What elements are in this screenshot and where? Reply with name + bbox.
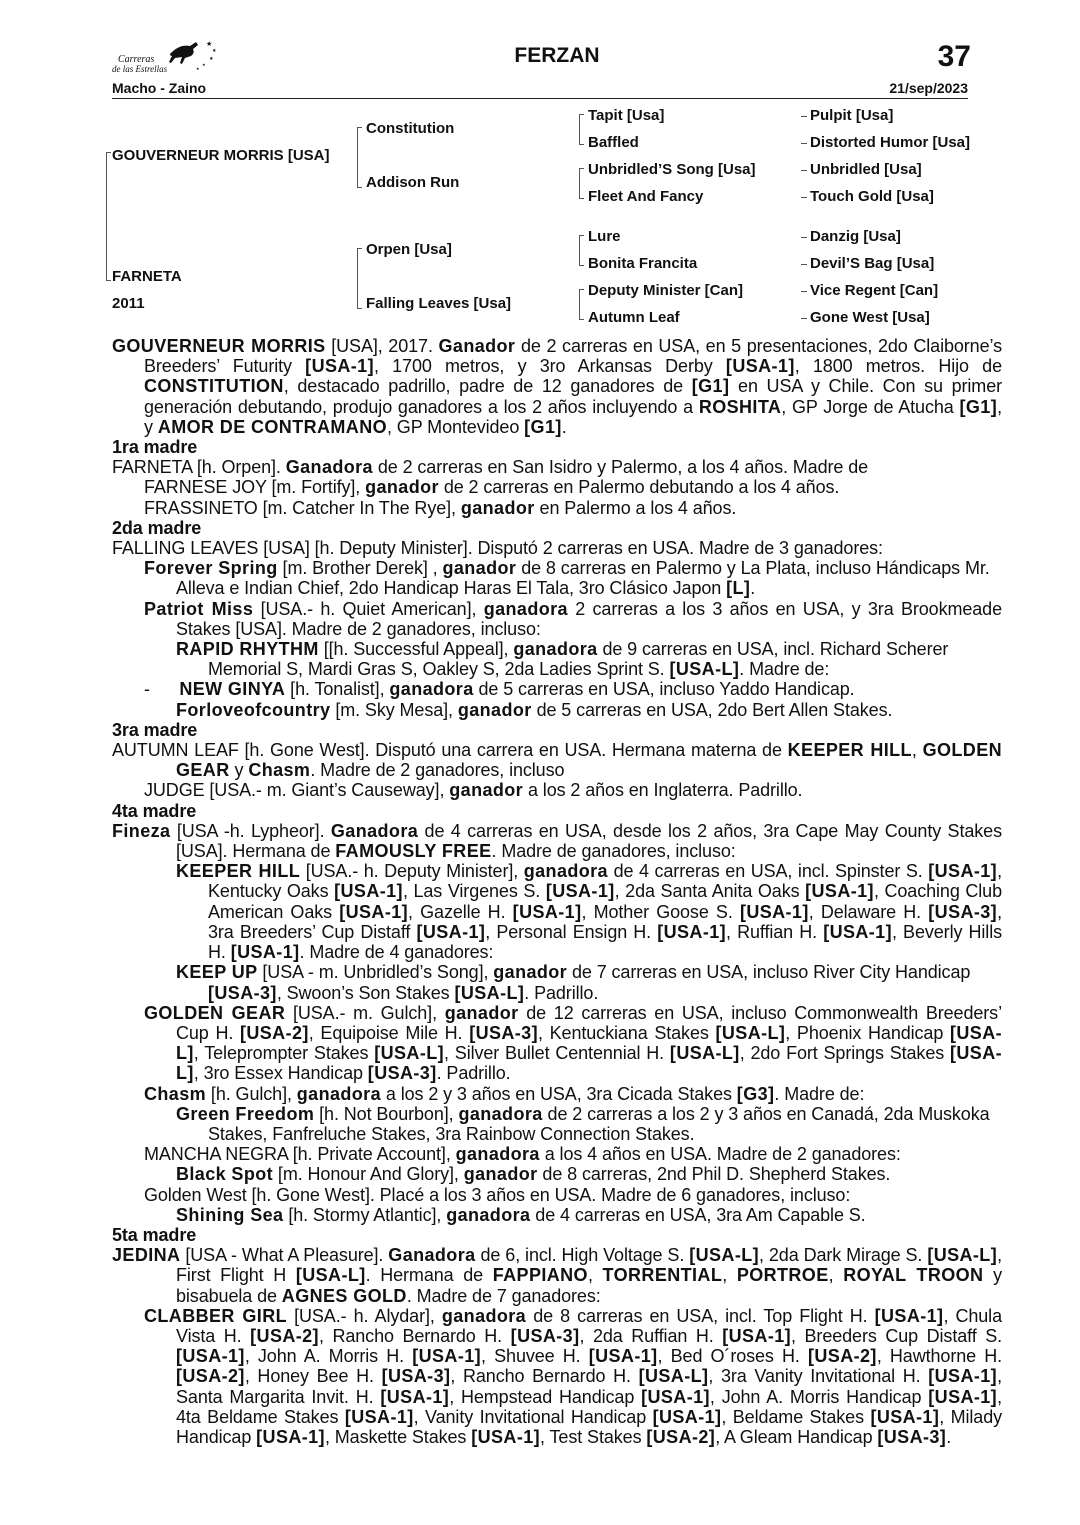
dam-paragraph: FARNETA [h. Orpen]. Ganadora de 2 carreras en San Isidro y Palermo, a los 4 años. Madre de (112, 457, 869, 478)
gen2-item: Falling Leaves [Usa] (366, 295, 512, 312)
svg-text:★: ★ (212, 48, 217, 54)
gen3-item: Autumn Leaf (588, 309, 680, 326)
gen4-item: Unbridled [Usa] (810, 161, 922, 178)
pedigree-bracket (106, 152, 107, 280)
section-heading: 3ra madre (112, 719, 198, 740)
report-date: 21/sep/2023 (889, 80, 968, 96)
header-rule (112, 98, 968, 99)
dam-year: 2011 (112, 295, 145, 312)
lot-number: 37 (937, 40, 971, 73)
svg-text:★: ★ (209, 56, 214, 62)
gen4-item: Distorted Humor [Usa] (810, 134, 971, 151)
sex-color: Macho - Zaino (112, 80, 207, 96)
gen2-item: Constitution (366, 120, 455, 137)
dam-name: FARNETA (112, 268, 182, 285)
section-heading: 4ta madre (112, 800, 197, 821)
gen4-item: Vice Regent [Can] (810, 282, 939, 299)
section-heading: 1ra madre (112, 437, 198, 458)
gen3-item: Tapit [Usa] (588, 107, 665, 124)
gen3-item: Fleet And Fancy (588, 188, 704, 205)
gen4-item: Pulpit [Usa] (810, 107, 894, 124)
sire-name: GOUVERNEUR MORRIS [USA] (112, 147, 330, 164)
gen3-item: Unbridled’S Song [Usa] (588, 161, 756, 178)
gen4-item: Danzig [Usa] (810, 228, 901, 245)
svg-text:★: ★ (206, 41, 213, 48)
gen2-item: Orpen [Usa] (366, 241, 452, 258)
svg-text:★: ★ (196, 66, 200, 71)
gen2-item: Addison Run (366, 174, 460, 191)
logo-text-1: Carreras (118, 54, 155, 65)
horse-name: FERZAN (514, 44, 600, 67)
gen3-item: Bonita Francita (588, 255, 698, 272)
section-heading: 2da madre (112, 517, 202, 538)
svg-text:★: ★ (202, 62, 206, 67)
section-heading: 5ta madre (112, 1224, 197, 1245)
logo-text-2: de las Estrellas (112, 64, 168, 74)
gen3-item: Deputy Minister [Can] (588, 282, 744, 299)
sire-paragraph: GOUVERNEUR MORRIS [USA], 2017. Ganador de 2 carreras en USA, en 5 presentaciones, 2do Claiborne’s Breeders’ Futurity [USA-1], 1700 metros, y 3ro Arkansas Derby [USA-1], 1800 metros. Hijo de CONSTITUTION, destacado padrillo, padre de 12 ganadores de [G1] en USA y Chile. Con su primer generación debutando, produjo ganadores a los 2 años incluyendo a ROSHITA, GP Jorge de Atucha [G1], y AMOR DE CONTRAMANO, GP Montevideo [G1]. (112, 336, 1002, 437)
catalog-body: GOUVERNEUR MORRIS [USA], 2017. Ganador de 2 carreras en USA, en 5 presentaciones, 2do Claiborne’s Breeders’ Futurity [USA-1], 1700 metros, y 3ro Arkansas Derby [USA-1], 1800 metros. Hijo de CONSTITUTION, destacado padrillo, padre de 12 ganadores de [G1] en USA y Chile. Con su primer generación debutando, produjo ganadores a los 2 años incluyendo a ROSHITA, GP Jorge de Atucha [G1], y AMOR DE CONTRAMANO, GP Montevideo [G1]. 1ra madre FARNETA [h. Orpen]. Ganadora de 2 carreras en San Isidro y Palermo, a los 4 años. Madre de FARNESE JOY [m. Fortify], ganador de 2 carreras en Palermo debutando a los 4 años. FRASSINETO [m. Catcher In The Rye], ganador en Palermo a los 4 años. 2da madre FALLING LEAVES [USA] [h. Deputy Minister]. Disputó 2 carreras en USA. Madre de 3 ganadores: Forever Spring [m. Brother Derek] , ganador de 8 carreras en Palermo y La Plata, incluso Hándicaps Mr. Alleva e Indian Chief, 2do Handicap Haras El Tala, 3ro Clásico Japon [L]. Patriot Miss [USA.- h. Quiet American], ganadora 2 carreras a los 3 años en USA, y 3ra Brookmeade Stakes [USA]. Madre de 2 ganadores, incluso: RAPID RHYTHM [[h. Successful Appeal], ganadora de 9 carreras en USA, incl. Richard Scherer Memorial S, Mardi Gras S, Oakley S, 2da Ladies Sprint S. [USA-L]. Madre de: - NEW GINYA [h. Tonalist], ganadora de 5 carreras en USA, incluso Yaddo Handicap. Forloveofcountry [m. Sky Mesa], ganador de 5 carreras en USA, 2do Bert Allen Stakes. 3ra madre AUTUMN LEAF [h. Gone West]. Disputó una carrera en USA. Hermana materna de KEEPER HILL, GOLDEN GEAR y Chasm. Madre de 2 ganadores, incluso JUDGE [USA.- m. Giant’s Causeway], ganador a los 2 años en Inglaterra. Padrillo. 4ta madre Fineza [USA -h. Lypheor]. Ganadora de 4 carreras en USA, desde los 2 años, 3ra Cape May County Stakes [USA]. Hermana de FAMOUSLY FREE. Madre de ganadores, incluso: KEEPER HILL [USA.- h. Deputy Minister], ganadora de 4 carreras en USA, incl. Spinster S. [USA-1], Kentucky Oaks [USA-1], Las Virgenes S. [USA-1], 2da Santa Anita Oaks [USA-1], Coaching Club American Oaks [USA-1], Gazelle H. [USA-1], Mother Goose S. [USA-1], Delaware H. [USA-3], 3ra Breeders’ Cup Distaff [USA-1], Personal Ensign H. [USA-1], Ruffian H. [USA-1], Beverly Hills H. [USA-1]. Madre de 4 ganadores: KEEP UP [USA - m. Unbridled’s Song], ganador de 7 carreras en USA, incluso River City Handicap [USA-3], Swoon’s Son Stakes [USA-L]. Padrillo. GOLDEN GEAR [USA.- m. Gulch], ganador de 12 carreras en USA, incluso Commonwealth Breeders’ Cup H. [USA-2], Equipoise Mile H. [USA-3], Kentuckiana Stakes [USA-L], Phoenix Handicap [USA-L], Teleprompter Stakes [USA-L], Silver Bullet Centennial H. [USA-L], 2do Fort Springs Stakes [USA-L], 3ro Essex Handicap [USA-3]. Padrillo. Chasm [h. Gulch], ganadora a los 2 y 3 años en USA, 3ra Cicada Stakes [G3]. Madre de: Green Freedom [h. Not Bourbon], ganadora de 2 carreras a los 2 y 3 años en Canadá, 2da Muskoka Stakes, Fanfreluche Stakes, 3ra Rainbow Connection Stakes. MANCHA NEGRA [h. Private Account], ganadora a los 4 años en USA. Madre de 2 ganadores: Black Spot [m. Honour And Glory], ganador de 8 carreras, 2nd Phil D. Shepherd Stakes. Golden West [h. Gone West]. Placé a los 3 años en USA. Madre de 6 ganadores, incluso: Shining Sea [h. Stormy Atlantic], ganadora de 4 carreras en USA, 3ra Am Capable S. 5ta madre JEDINA [USA - What A Pleasure]. Ganadora de 6, incl. High Voltage S. [USA-L], 2da Dark Mirage S. [USA-L], First Flight H [USA-L]. Hermana de FAPPIANO, TORRENTIAL, PORTROE, ROYAL TROON y bisabuela de AGNES GOLD. Madre de 7 ganadores: CLABBER GIRL [USA.- h. Alydar], ganadora de 8 carreras en USA, incl. Top Flight H. [USA-1], Chula Vista H. [USA-2], Rancho Bernardo H. [USA-3], 2da Ruffian H. [USA-1], Breeders Cup Distaff S. [USA-1], John A. Morris H. [USA-1], Shuvee H. [USA-1], Bed O´roses H. [USA-2], Hawthorne H. [USA-2], Honey Bee H. [USA-3], Rancho Bernardo H. [USA-L], 3ra Vanity Invitational H. [USA-1], Santa Margarita Invit. H. [USA-1], Hempstead Handicap [USA-1], John A. Morris Handicap [USA-1], 4ta Beldame Stakes [USA-1], Vanity Invitational Handicap [USA-1], Beldame Stakes [USA-1], Milady Handicap [USA-1], Maskette Stakes [USA-1], Test Stakes [USA-2], A Gleam Handicap [USA-3]. (112, 336, 1003, 1447)
gen4-item: Devil’S Bag [Usa] (810, 255, 935, 272)
gen3-item: Lure (588, 228, 621, 245)
gen4-item: Gone West [Usa] (810, 309, 930, 326)
gen4-item: Touch Gold [Usa] (810, 188, 934, 205)
gen3-item: Baffled (588, 134, 639, 151)
